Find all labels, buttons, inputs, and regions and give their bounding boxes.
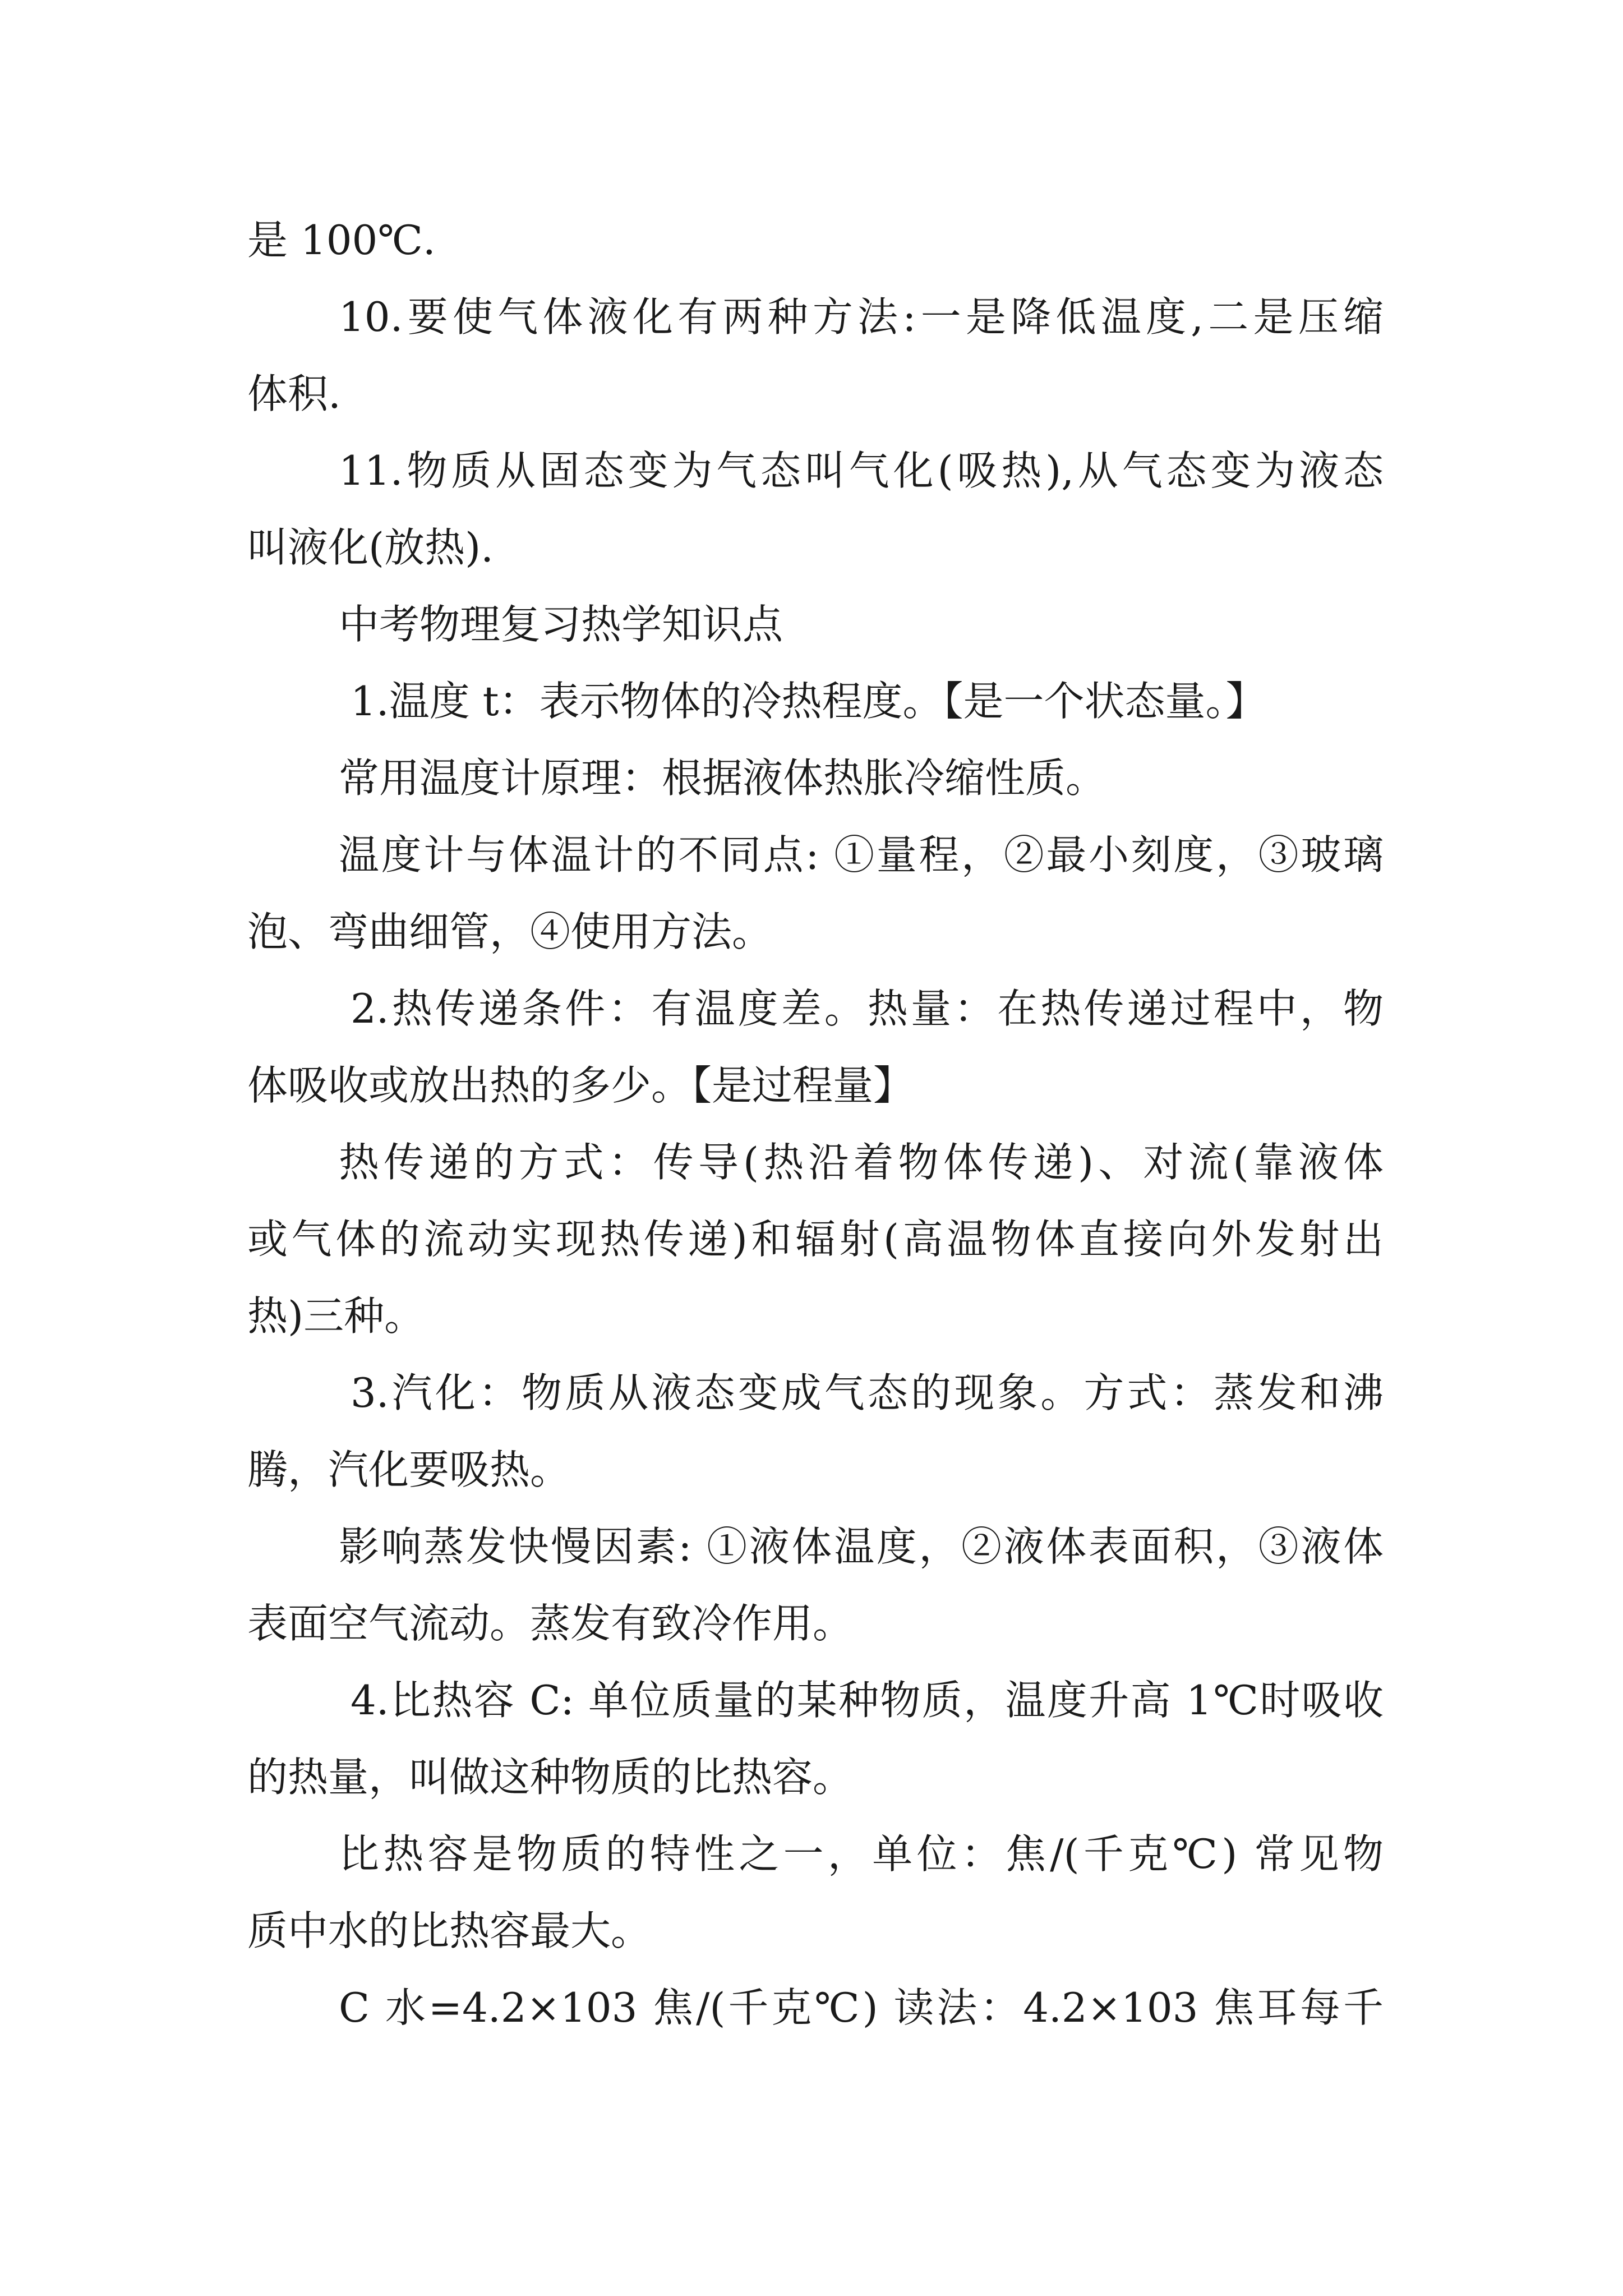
text-line: 泡、弯曲细管，④使用方法。 xyxy=(247,908,773,955)
text-line: 热传递的方式：传导(热沿着物体传递)、对流(靠液体 xyxy=(339,1139,1384,1186)
text-line: 热)三种。 xyxy=(247,1292,425,1340)
text-line: 质中水的比热容最大。 xyxy=(247,1907,652,1954)
text-line: 温度计与体温计的不同点: ①量程，②最小刻度，③玻璃 xyxy=(339,831,1384,878)
text-line: 或气体的流动实现热传递)和辐射(高温物体直接向外发射出 xyxy=(247,1216,1384,1263)
text-line: 11.物质从固态变为气态叫气化(吸热),从气态变为液态 xyxy=(339,447,1384,494)
text-line: 影响蒸发快慢因素: ①液体温度，②液体表面积，③液体 xyxy=(339,1523,1384,1570)
text-line: C 水=4.2×103 焦/(千克℃) 读法：4.2×103 焦耳每千 xyxy=(339,1984,1384,2031)
text-line: 体积. xyxy=(247,370,341,417)
text-line: 10.要使气体液化有两种方法:一是降低温度,二是压缩 xyxy=(339,293,1384,341)
text-line: 4.比热容 C: 单位质量的某种物质，温度升高 1℃时吸收 xyxy=(351,1677,1384,1724)
text-line: 3.汽化：物质从液态变成气态的现象。方式：蒸发和沸 xyxy=(351,1369,1384,1416)
text-line: 表面空气流动。蒸发有致冷作用。 xyxy=(247,1600,854,1647)
text-line: 2.热传递条件：有温度差。热量：在热传递过程中，物 xyxy=(351,985,1384,1032)
text-line: 是 100℃. xyxy=(247,217,436,264)
text-line: 1.温度 t：表示物体的冷热程度。【是一个状态量。】 xyxy=(351,678,1266,725)
text-line: 腾，汽化要吸热。 xyxy=(247,1446,571,1493)
section-heading: 中考物理复习热学知识点 xyxy=(339,601,783,648)
text-line: 叫液化(放热). xyxy=(247,524,494,571)
body-text xyxy=(247,202,1384,2046)
text-line: 常用温度计原理：根据液体热胀冷缩性质。 xyxy=(339,754,1106,802)
text-line: 比热容是物质的特性之一，单位：焦/(千克℃) 常见物 xyxy=(339,1830,1384,1878)
text-line: 的热量，叫做这种物质的比热容。 xyxy=(247,1754,854,1801)
text-line: 体吸收或放出热的多少。【是过程量】 xyxy=(247,1062,914,1109)
